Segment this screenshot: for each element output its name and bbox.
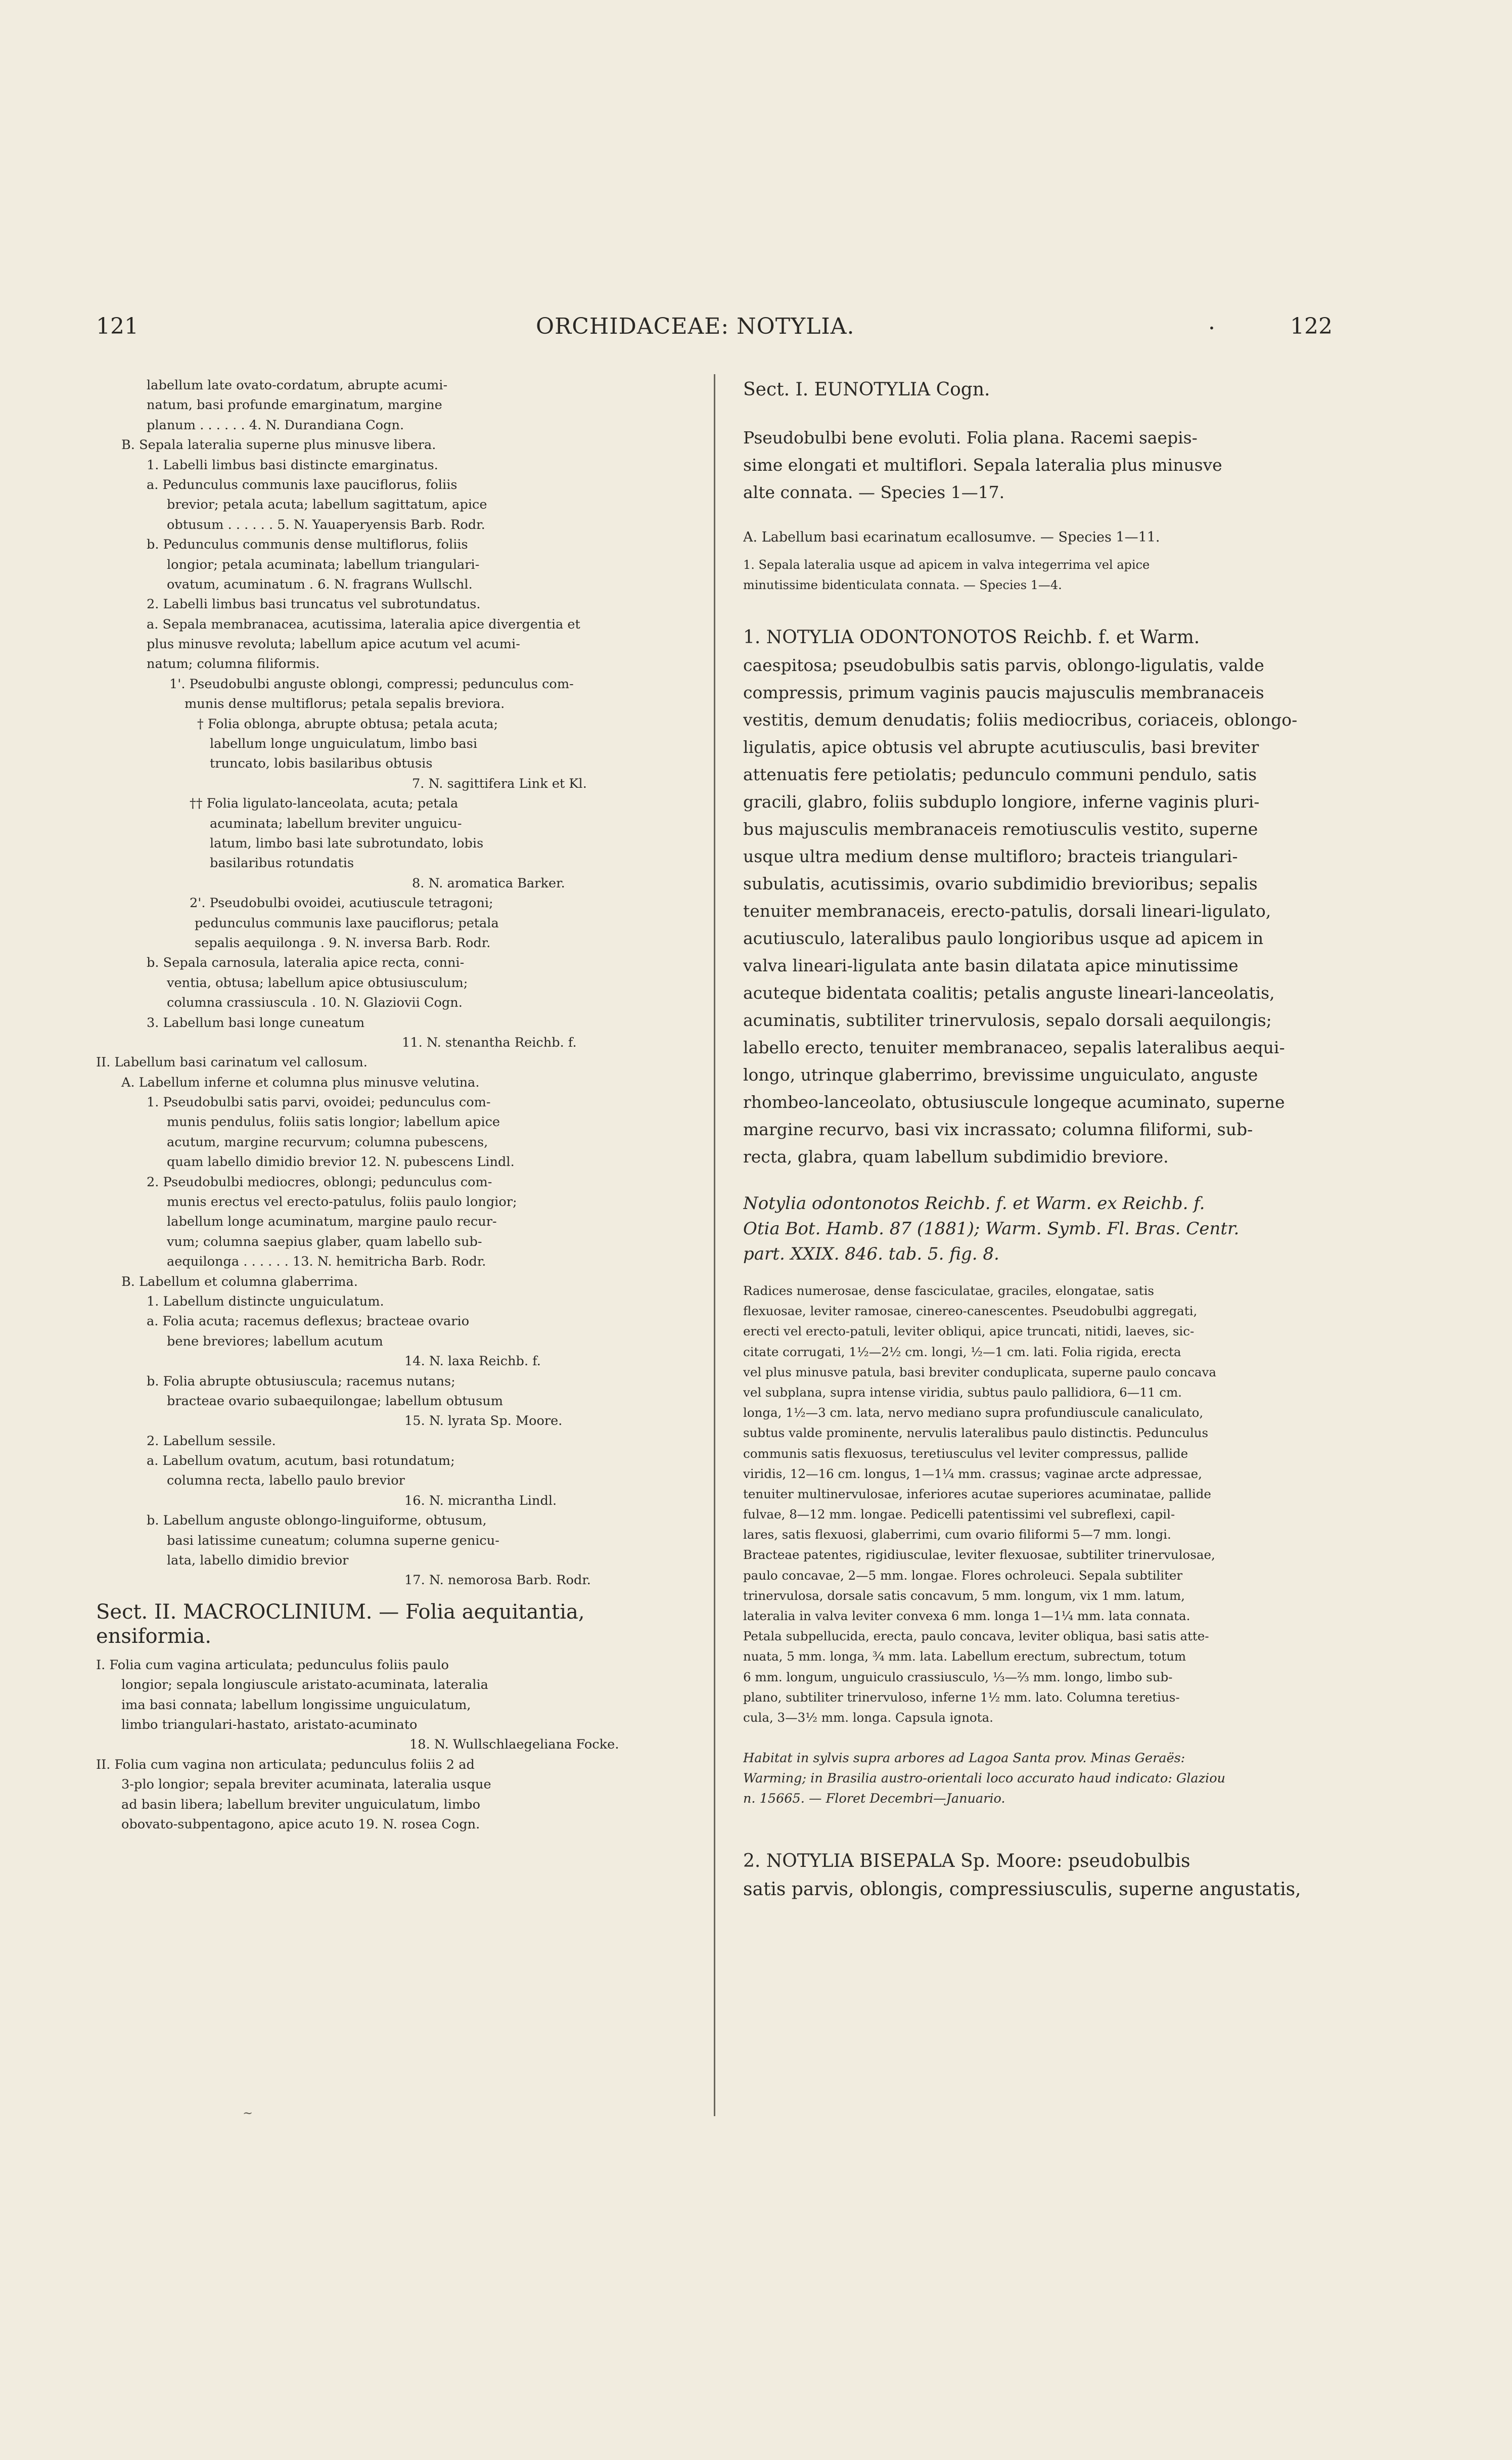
key-1 (743, 555, 1345, 595)
description-line: communis satis flexuosus, teretiusculus vel leviter compressus, pallide (743, 1446, 1188, 1461)
description-line: erecti vel erecto-patuli, leviter obliqui, apice truncati, nitidi, laeves, sic- (743, 1324, 1195, 1339)
key-line: munis pendulus, foliis satis longior; labellum apice (167, 1114, 500, 1130)
key-line: † Folia oblonga, abrupte obtusa; petala acuta; (197, 716, 498, 732)
key-line: longior; petala acuminata; labellum triangulari- (167, 557, 480, 572)
text-line: 2. NOTYLIA BISEPALA Sp. Moore: pseudobulbis (743, 1851, 1190, 1872)
description-line: lares, satis flexuosi, glaberrimi, cum ovario filiformi 5—7 mm. longi. (743, 1527, 1171, 1542)
left-page-number: 121 (96, 314, 139, 339)
key-line: 17. N. nemorosa Barb. Rodr. (404, 1573, 591, 1588)
key-line: latum, limbo basi late subrotundato, lobis (210, 835, 484, 851)
key-line: 1. Labelli limbus basi distincte emarginatus. (147, 457, 438, 473)
key-line: a. Labellum ovatum, acutum, basi rotundatum; (147, 1453, 455, 1469)
description-line: viridis, 12—16 cm. longus, 1—1¼ mm. crassus; vaginae arcte adpressae, (743, 1466, 1202, 1481)
key-line: truncato, lobis basilaribus obtusis (210, 756, 433, 772)
species-2-text (743, 1847, 1345, 1904)
key-line: A. Labellum inferne et columna plus minusve velutina. (121, 1075, 480, 1090)
key-line: natum, basi profunde emarginatum, margine (147, 397, 442, 413)
key-line: ovatum, acuminatum . 6. N. fragrans Wullschl. (167, 576, 473, 592)
key-line: aequilonga . . . . . . 13. N. hemitricha Barb. Rodr. (167, 1254, 486, 1270)
text-line: subulatis, acutissimis, ovario subdimidio brevioribus; sepalis (743, 874, 1258, 893)
habitat-line: n. 15665. — Floret Decembri—Januario. (743, 1791, 1005, 1807)
left-column (96, 376, 690, 1835)
key-line: columna crassiuscula . 10. N. Glaziovii Cogn. (167, 995, 463, 1011)
citation-line: part. XXIX. 846. tab. 5. fig. 8. (743, 1244, 999, 1264)
key-line: columna recta, labello paulo brevior (167, 1473, 405, 1489)
key-line: †† Folia ligulato-lanceolata, acuta; petala (190, 796, 459, 812)
key-line: acuminata; labellum breviter unguicu- (210, 816, 462, 831)
text-line: alte connata. — Species 1—17. (743, 482, 1005, 502)
key-line: 2. Labellum sessile. (147, 1433, 276, 1449)
key-line: 2. Pseudobulbi mediocres, oblongi; pedunculus com- (147, 1174, 492, 1190)
description-line: vel subplana, supra intense viridia, subtus paulo pallidiora, 6—11 cm. (743, 1384, 1182, 1400)
citation-line: Notylia odontonotos Reichb. f. et Warm. ex Reichb. f. (743, 1193, 1205, 1214)
text-line: sime elongati et multiflori. Sepala lateralia plus minusve (743, 455, 1222, 475)
text-line: ligulatis, apice obtusis vel abrupte acutiusculis, basi breviter (743, 737, 1259, 757)
description-line: vel plus minusve patula, basi breviter conduplicata, superne paulo concava (743, 1364, 1216, 1379)
text-line: tenuiter membranaceis, erecto-patulis, dorsali lineari-ligulato, (743, 901, 1271, 921)
right-column (743, 376, 1345, 1904)
text-line: longo, utrinque glaberrimo, brevissime unguiculato, anguste (743, 1065, 1258, 1085)
key-line: ima basi connata; labellum longissime unguiculatum, (121, 1697, 471, 1713)
key-line: obtusum . . . . . . 5. N. Yauaperyensis Barb. Rodr. (167, 517, 485, 532)
species-1-citation (743, 1191, 1345, 1267)
key-line: 1. Labellum distincte unguiculatum. (147, 1293, 384, 1309)
text-line: usque ultra medium dense multifloro; bracteis triangulari- (743, 846, 1238, 866)
key-line: planum . . . . . . 4. N. Durandiana Cogn. (147, 417, 404, 433)
species-1-habitat (743, 1748, 1345, 1809)
key-line: quam labello dimidio brevior 12. N. pubescens Lindl. (167, 1154, 515, 1170)
key-line: bene breviores; labellum acutum (167, 1333, 383, 1349)
key-line: b. Sepala carnosula, lateralia apice recta, conni- (147, 955, 465, 971)
text-line: recta, glabra, quam labellum subdimidio breviore. (743, 1147, 1169, 1167)
key-line: 14. N. laxa Reichb. f. (404, 1354, 541, 1369)
key-line: II. Labellum basi carinatum vel callosum. (96, 1055, 368, 1070)
key-line: 1. Pseudobulbi satis parvi, ovoidei; pedunculus com- (147, 1095, 491, 1110)
header-mark: · (1208, 316, 1215, 341)
habitat-line: Habitat in sylvis supra arbores ad Lagoa Santa prov. Minas Geraës: (743, 1751, 1185, 1766)
section-2-title: Sect. II. MACROCLINIUM. — Folia aequitantia, (96, 1600, 585, 1624)
key-line: b. Folia abrupte obtusiuscula; racemus nutans; (147, 1373, 455, 1389)
key-line: bracteae ovario subaequilongae; labellum obtusum (167, 1393, 503, 1409)
key-line: 7. N. sagittifera Link et Kl. (412, 776, 587, 791)
text-line: gracili, glabro, foliis subduplo longiore, inferne vaginis pluri- (743, 792, 1260, 812)
key-line: labellum longe acuminatum, margine paulo recur- (167, 1214, 497, 1230)
key-line: 2. Labelli limbus basi truncatus vel subrotundatus. (147, 597, 481, 612)
key-line: plus minusve revoluta; labellum apice acutum vel acumi- (147, 637, 520, 652)
text-line: bus majusculis membranaceis remotiusculis vestito, superne (743, 819, 1258, 839)
key-line: munis dense multiflorus; petala sepalis breviora. (185, 696, 505, 712)
key-line: 18. N. Wullschlaegeliana Focke. (409, 1737, 619, 1753)
key-line: a. Folia acuta; racemus deflexus; bracteae ovario (147, 1314, 470, 1329)
key-line: b. Labellum anguste oblongo-linguiforme, obtusum, (147, 1513, 487, 1529)
text-line: valva lineari-ligulata ante basin dilatata apice minutissime (743, 956, 1239, 975)
text-line: 1. Sepala lateralia usque ad apicem in valva integerrima vel apice (743, 558, 1150, 572)
key-line: II. Folia cum vagina non articulata; pedunculus foliis 2 ad (96, 1757, 475, 1772)
key-line: 1'. Pseudobulbi anguste oblongi, compressi; pedunculus com- (169, 676, 574, 692)
section-2-key (96, 1656, 690, 1835)
key-line: natum; columna filiformis. (147, 656, 320, 672)
key-line: B. Sepala lateralia superne plus minusve libera. (121, 437, 436, 453)
description-line: Petala subpellucida, erecta, paulo concava, leviter obliqua, basi satis atte- (743, 1629, 1209, 1644)
key-line: munis erectus vel erecto-patulus, foliis paulo longior; (167, 1194, 517, 1210)
species-1-heading: 1. NOTYLIA ODONTONOTOS Reichb. f. et Warm. (743, 627, 1200, 648)
key-line: limbo triangulari-hastato, aristato-acuminato (121, 1717, 418, 1732)
text-line: acutiusculo, lateralibus paulo longioribus usque ad apicem in (743, 928, 1264, 948)
key-line: obovato-subpentagono, apice acuto 19. N. rosea Cogn. (121, 1816, 480, 1832)
key-line: brevior; petala acuta; labellum sagittatum, apice (167, 497, 487, 513)
footer-mark: ~ (243, 2106, 253, 2120)
species-key (96, 376, 690, 1591)
text-line: attenuatis fere petiolatis; pedunculo communi pendulo, satis (743, 765, 1257, 784)
page-header (0, 314, 1512, 354)
description-line: Radices numerosae, dense fasciculatae, graciles, elongatae, satis (743, 1283, 1154, 1298)
text-line: labello erecto, tenuiter membranaceo, sepalis lateralibus aequi- (743, 1038, 1285, 1057)
text-line: vestitis, demum denudatis; foliis mediocribus, coriaceis, oblongo- (743, 710, 1298, 730)
key-line: 11. N. stenantha Reichb. f. (402, 1035, 577, 1050)
running-title: ORCHIDACEAE: NOTYLIA. (536, 314, 855, 339)
key-line: 3-plo longior; sepala breviter acuminata, lateralia usque (121, 1777, 491, 1793)
species-1-text (743, 652, 1345, 1171)
key-line: labellum late ovato-cordatum, abrupte acumi- (147, 378, 448, 393)
description-line: paulo concavae, 2—5 mm. longae. Flores ochroleuci. Sepala subtiliter (743, 1568, 1183, 1583)
text-line: rhombeo-lanceolato, obtusiuscule longeque acuminato, superne (743, 1092, 1285, 1112)
text-line: minutissime bidenticulata connata. — Species 1—4. (743, 578, 1062, 592)
description-line: fulvae, 8—12 mm. longae. Pedicelli patentissimi vel subreflexi, capil- (743, 1507, 1175, 1522)
key-line: 2'. Pseudobulbi ovoidei, acutiuscule tetragoni; (190, 896, 493, 911)
text-line: satis parvis, oblongis, compressiusculis, superne angustatis, (743, 1879, 1301, 1900)
text-line: compressis, primum vaginis paucis majusculis membranaceis (743, 683, 1264, 702)
key-line: basi latissime cuneatum; columna superne genicu- (167, 1533, 499, 1548)
text-line: acuminatis, subtiliter trinervulosis, sepalo dorsali aequilongis; (743, 1010, 1272, 1030)
description-line: cula, 3—3½ mm. longa. Capsula ignota. (743, 1710, 993, 1725)
key-line: b. Pedunculus communis dense multiflorus, foliis (147, 537, 468, 553)
citation-line: Otia Bot. Hamb. 87 (1881); Warm. Symb. Fl. Bras. Centr. (743, 1219, 1240, 1239)
key-line: ventia, obtusa; labellum apice obtusiusculum; (167, 975, 468, 991)
description-line: nuata, 5 mm. longa, ¾ mm. lata. Labellum erectum, subrectum, totum (743, 1649, 1186, 1664)
key-line: 15. N. lyrata Sp. Moore. (404, 1413, 563, 1429)
key-line: longior; sepala longiuscule aristato-acuminata, lateralia (121, 1677, 488, 1693)
description-line: flexuosae, leviter ramosae, cinereo-canescentes. Pseudobulbi aggregati, (743, 1304, 1198, 1319)
description-line: lateralia in valva leviter convexa 6 mm. longa 1—1¼ mm. lata connata. (743, 1608, 1190, 1623)
description-line: trinervulosa, dorsale satis concavum, 5 mm. longum, vix 1 mm. latum, (743, 1588, 1185, 1603)
column-divider (714, 374, 715, 2116)
section-1-description (743, 424, 1345, 506)
species-1-description (743, 1281, 1345, 1728)
description-line: subtus valde prominente, nervulis lateralibus paulo distinctis. Pedunculus (743, 1425, 1209, 1441)
description-line: tenuiter multinervulosae, inferiores acutae superiores acuminatae, pallide (743, 1486, 1211, 1501)
key-line: vum; columna saepius glaber, quam labello sub- (167, 1234, 482, 1249)
section-2-title-continued: ensiformia. (96, 1624, 212, 1648)
description-line: Bracteae patentes, rigidiusculae, leviter flexuosae, subtiliter trinervulosae, (743, 1547, 1215, 1562)
description-line: longa, 1½—3 cm. lata, nervo mediano supra profundiuscule canaliculato, (743, 1405, 1204, 1420)
description-line: citate corrugati, 1½—2½ cm. longi, ½—1 cm. lati. Folia rigida, erecta (743, 1344, 1181, 1359)
key-line: labellum longe unguiculatum, limbo basi (210, 736, 478, 752)
key-line: basilaribus rotundatis (210, 856, 354, 871)
text-line: Pseudobulbi bene evoluti. Folia plana. Racemi saepis- (743, 428, 1198, 448)
key-line: 16. N. micrantha Lindl. (404, 1493, 557, 1508)
key-line: 3. Labellum basi longe cuneatum (147, 1015, 365, 1031)
key-a: A. Labellum basi ecarinatum ecallosumve. — Species 1—11. (743, 529, 1160, 545)
key-line: sepalis aequilonga . 9. N. inversa Barb. Rodr. (195, 935, 491, 951)
right-page-number: 122 (1290, 314, 1333, 339)
section-1-title: Sect. I. EUNOTYLIA Cogn. (743, 379, 990, 400)
key-line: B. Labellum et columna glaberrima. (121, 1274, 358, 1289)
habitat-line: Warming; in Brasilia austro-orientali loco accurato haud indicato: Glaziou (743, 1771, 1225, 1786)
key-line: a. Pedunculus communis laxe pauciflorus, foliis (147, 477, 457, 493)
key-line: I. Folia cum vagina articulata; pedunculus foliis paulo (96, 1657, 449, 1673)
description-line: plano, subtiliter trinervuloso, inferne 1½ mm. lato. Columna teretius- (743, 1689, 1180, 1705)
description-line: 6 mm. longum, unguiculo crassiusculo, ⅓—⅔ mm. longo, limbo sub- (743, 1669, 1173, 1684)
text-line: margine recurvo, basi vix incrassato; columna filiformi, sub- (743, 1120, 1253, 1139)
key-line: lata, labello dimidio brevior (167, 1553, 349, 1569)
key-line: acutum, margine recurvum; columna pubescens, (167, 1134, 488, 1150)
key-line: pedunculus communis laxe pauciflorus; petala (195, 915, 499, 931)
key-line: 8. N. aromatica Barker. (412, 875, 565, 891)
text-line: caespitosa; pseudobulbis satis parvis, oblongo-ligulatis, valde (743, 655, 1264, 675)
text-line: acuteque bidentata coalitis; petalis anguste lineari-lanceolatis, (743, 983, 1275, 1003)
key-line: ad basin libera; labellum breviter unguiculatum, limbo (121, 1797, 480, 1812)
key-line: a. Sepala membranacea, acutissima, lateralia apice divergentia et (147, 616, 580, 632)
